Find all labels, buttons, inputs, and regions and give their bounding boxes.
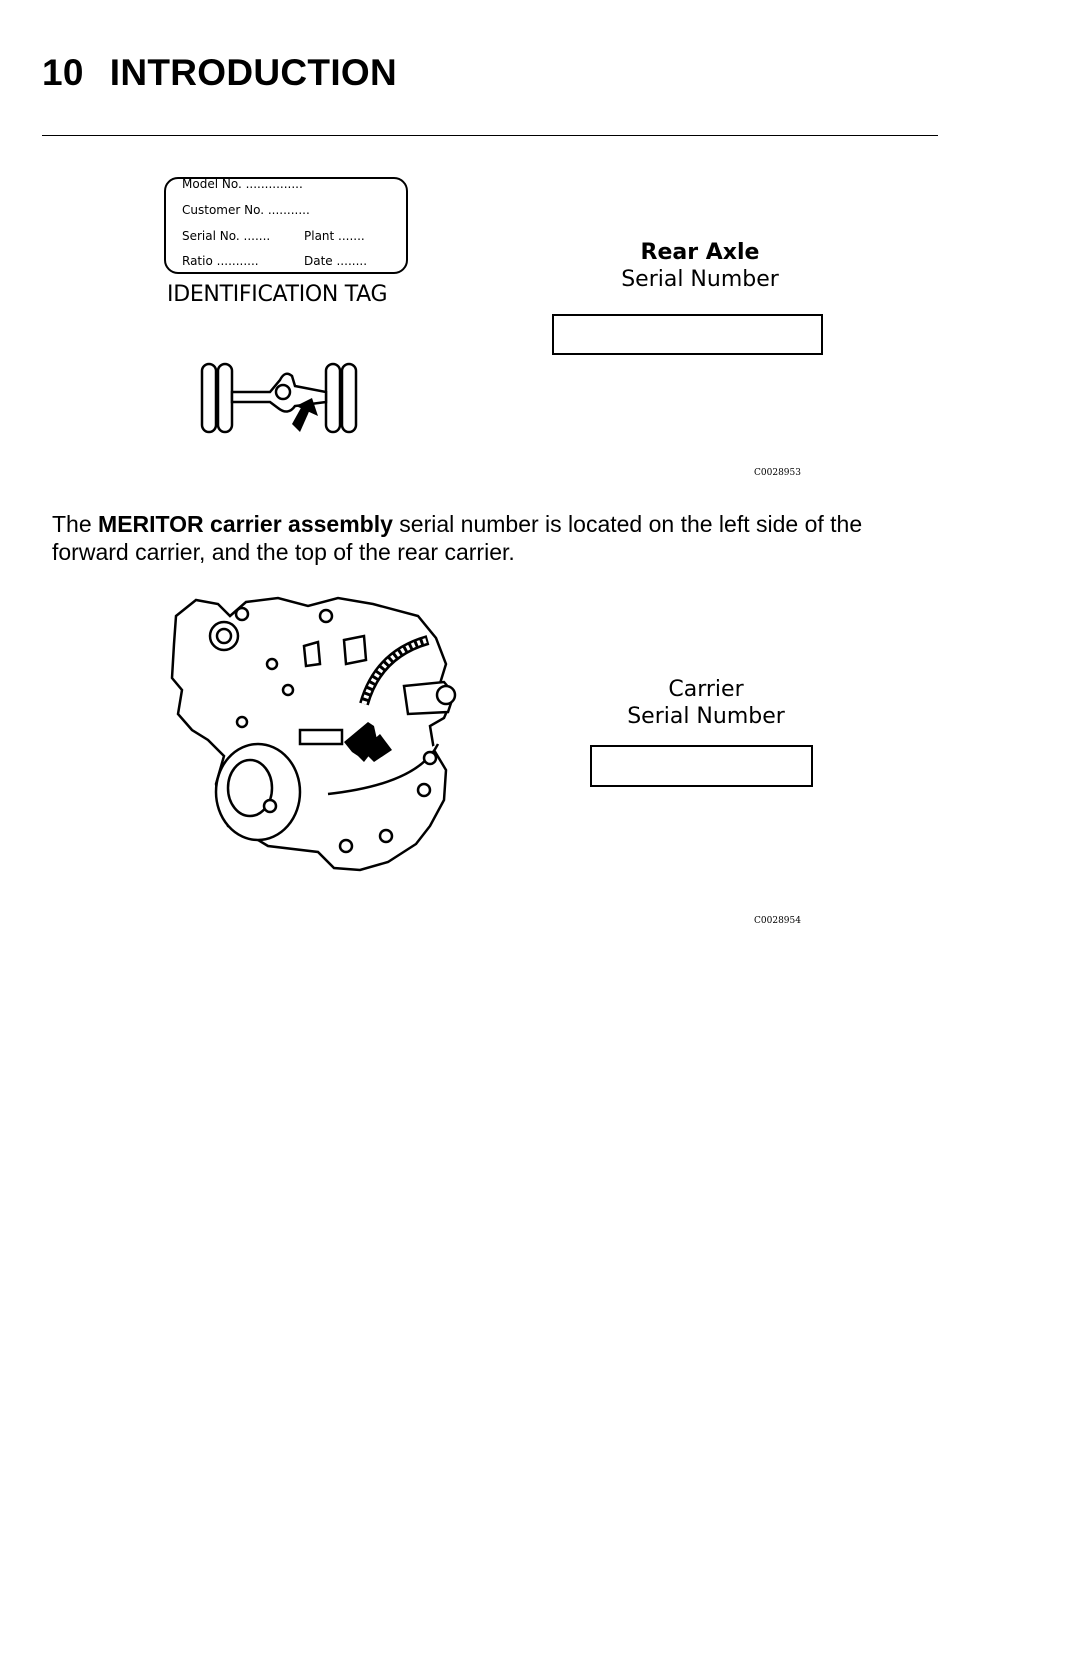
identification-tag	[164, 177, 408, 274]
tag-ratio-line	[182, 254, 368, 268]
carrier-serial-number-box	[590, 745, 813, 787]
rear-axle-serial-title	[590, 239, 810, 293]
carrier-assembly-illustration	[168, 594, 498, 894]
identification-tag-caption: IDENTIFICATION TAG	[167, 282, 388, 307]
tag-model-line: Model No. ...............	[182, 177, 303, 191]
carrier-serial-location-text	[52, 510, 932, 566]
tag-ratio: Ratio ...........	[182, 254, 259, 268]
carrier-figure-code: C0028954	[754, 916, 801, 926]
body-text-bold: MERITOR carrier assembly	[98, 511, 393, 537]
rear-axle-title-line1: Rear Axle	[640, 240, 760, 265]
tag-plant: Plant .......	[304, 229, 365, 243]
rear-axle-title-line2: Serial Number	[621, 267, 779, 292]
carrier-title-line2: Serial Number	[627, 704, 785, 729]
header-rule	[42, 135, 938, 136]
page-title	[42, 52, 397, 94]
rear-axle-figure-code: C0028953	[754, 468, 801, 478]
tag-serial-line	[182, 229, 365, 243]
page-number: 10	[42, 52, 84, 93]
carrier-serial-title	[596, 676, 816, 730]
section-title: INTRODUCTION	[109, 52, 398, 93]
tag-date: Date ........	[304, 254, 368, 268]
body-text-rest: serial number is located on the left side of the forward carrier, and the top of the rear carrier.	[52, 511, 863, 565]
rear-axle-illustration	[200, 362, 370, 442]
rear-axle-serial-number-box	[552, 314, 823, 355]
carrier-title-line1: Carrier	[668, 677, 744, 702]
body-text-lead: The	[52, 511, 99, 537]
tag-customer-line: Customer No. ...........	[182, 203, 310, 217]
tag-serial: Serial No. .......	[182, 229, 271, 243]
